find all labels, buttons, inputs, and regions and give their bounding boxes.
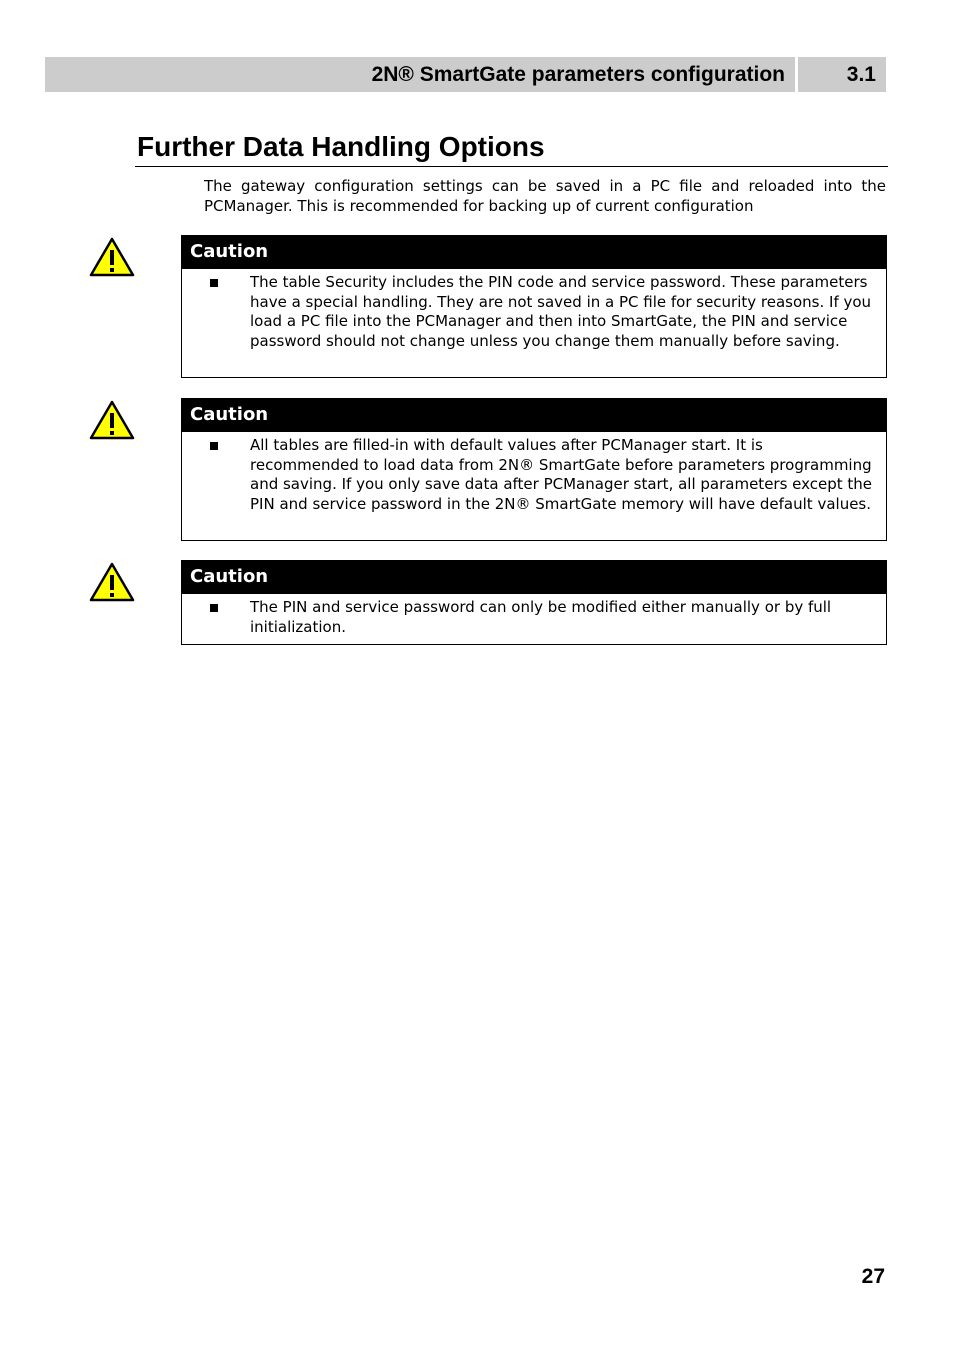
caution-box	[181, 398, 887, 541]
caution-box	[181, 560, 887, 645]
section-title: 2N® SmartGate parameters configuration	[45, 57, 795, 92]
caution-text: All tables are filled-in with default values after PCManager start. It is recommended to load data from 2N® SmartGate before parameters programming and saving. If you only save data after PCManager start, all parameters except the PIN and service password in the 2N® SmartGate memory will have default values.	[250, 436, 873, 513]
caution-body	[182, 594, 886, 641]
bullet-icon	[210, 442, 218, 450]
caution-box	[181, 235, 887, 378]
bullet-icon	[210, 279, 218, 287]
caution-title: Caution	[182, 561, 886, 594]
page-title: Further Data Handling Options	[135, 130, 888, 167]
caution-title: Caution	[182, 399, 886, 432]
caution-title: Caution	[182, 236, 886, 269]
section-number: 3.1	[798, 57, 886, 92]
caution-body	[182, 269, 886, 355]
caution-body	[182, 432, 886, 518]
section-header	[45, 57, 886, 92]
caution-text: The table Security includes the PIN code and service password. These parameters have a special handling. They are not saved in a PC file for security reasons. If you load a PC file into the PCManager and then into SmartGate, the PIN and service password should not change unless you change them manually before saving.	[250, 273, 872, 350]
bullet-icon	[210, 604, 218, 612]
warning-triangle-icon	[89, 237, 135, 277]
warning-triangle-icon	[89, 400, 135, 440]
warning-triangle-icon	[89, 562, 135, 602]
intro-paragraph: The gateway configuration settings can be saved in a PC file and reloaded into the PCManager. This is recommended for backing up of current configuration	[204, 177, 886, 215]
page-number: 27	[861, 1265, 885, 1288]
caution-text: The PIN and service password can only be modified either manually or by full initialization.	[250, 598, 832, 636]
